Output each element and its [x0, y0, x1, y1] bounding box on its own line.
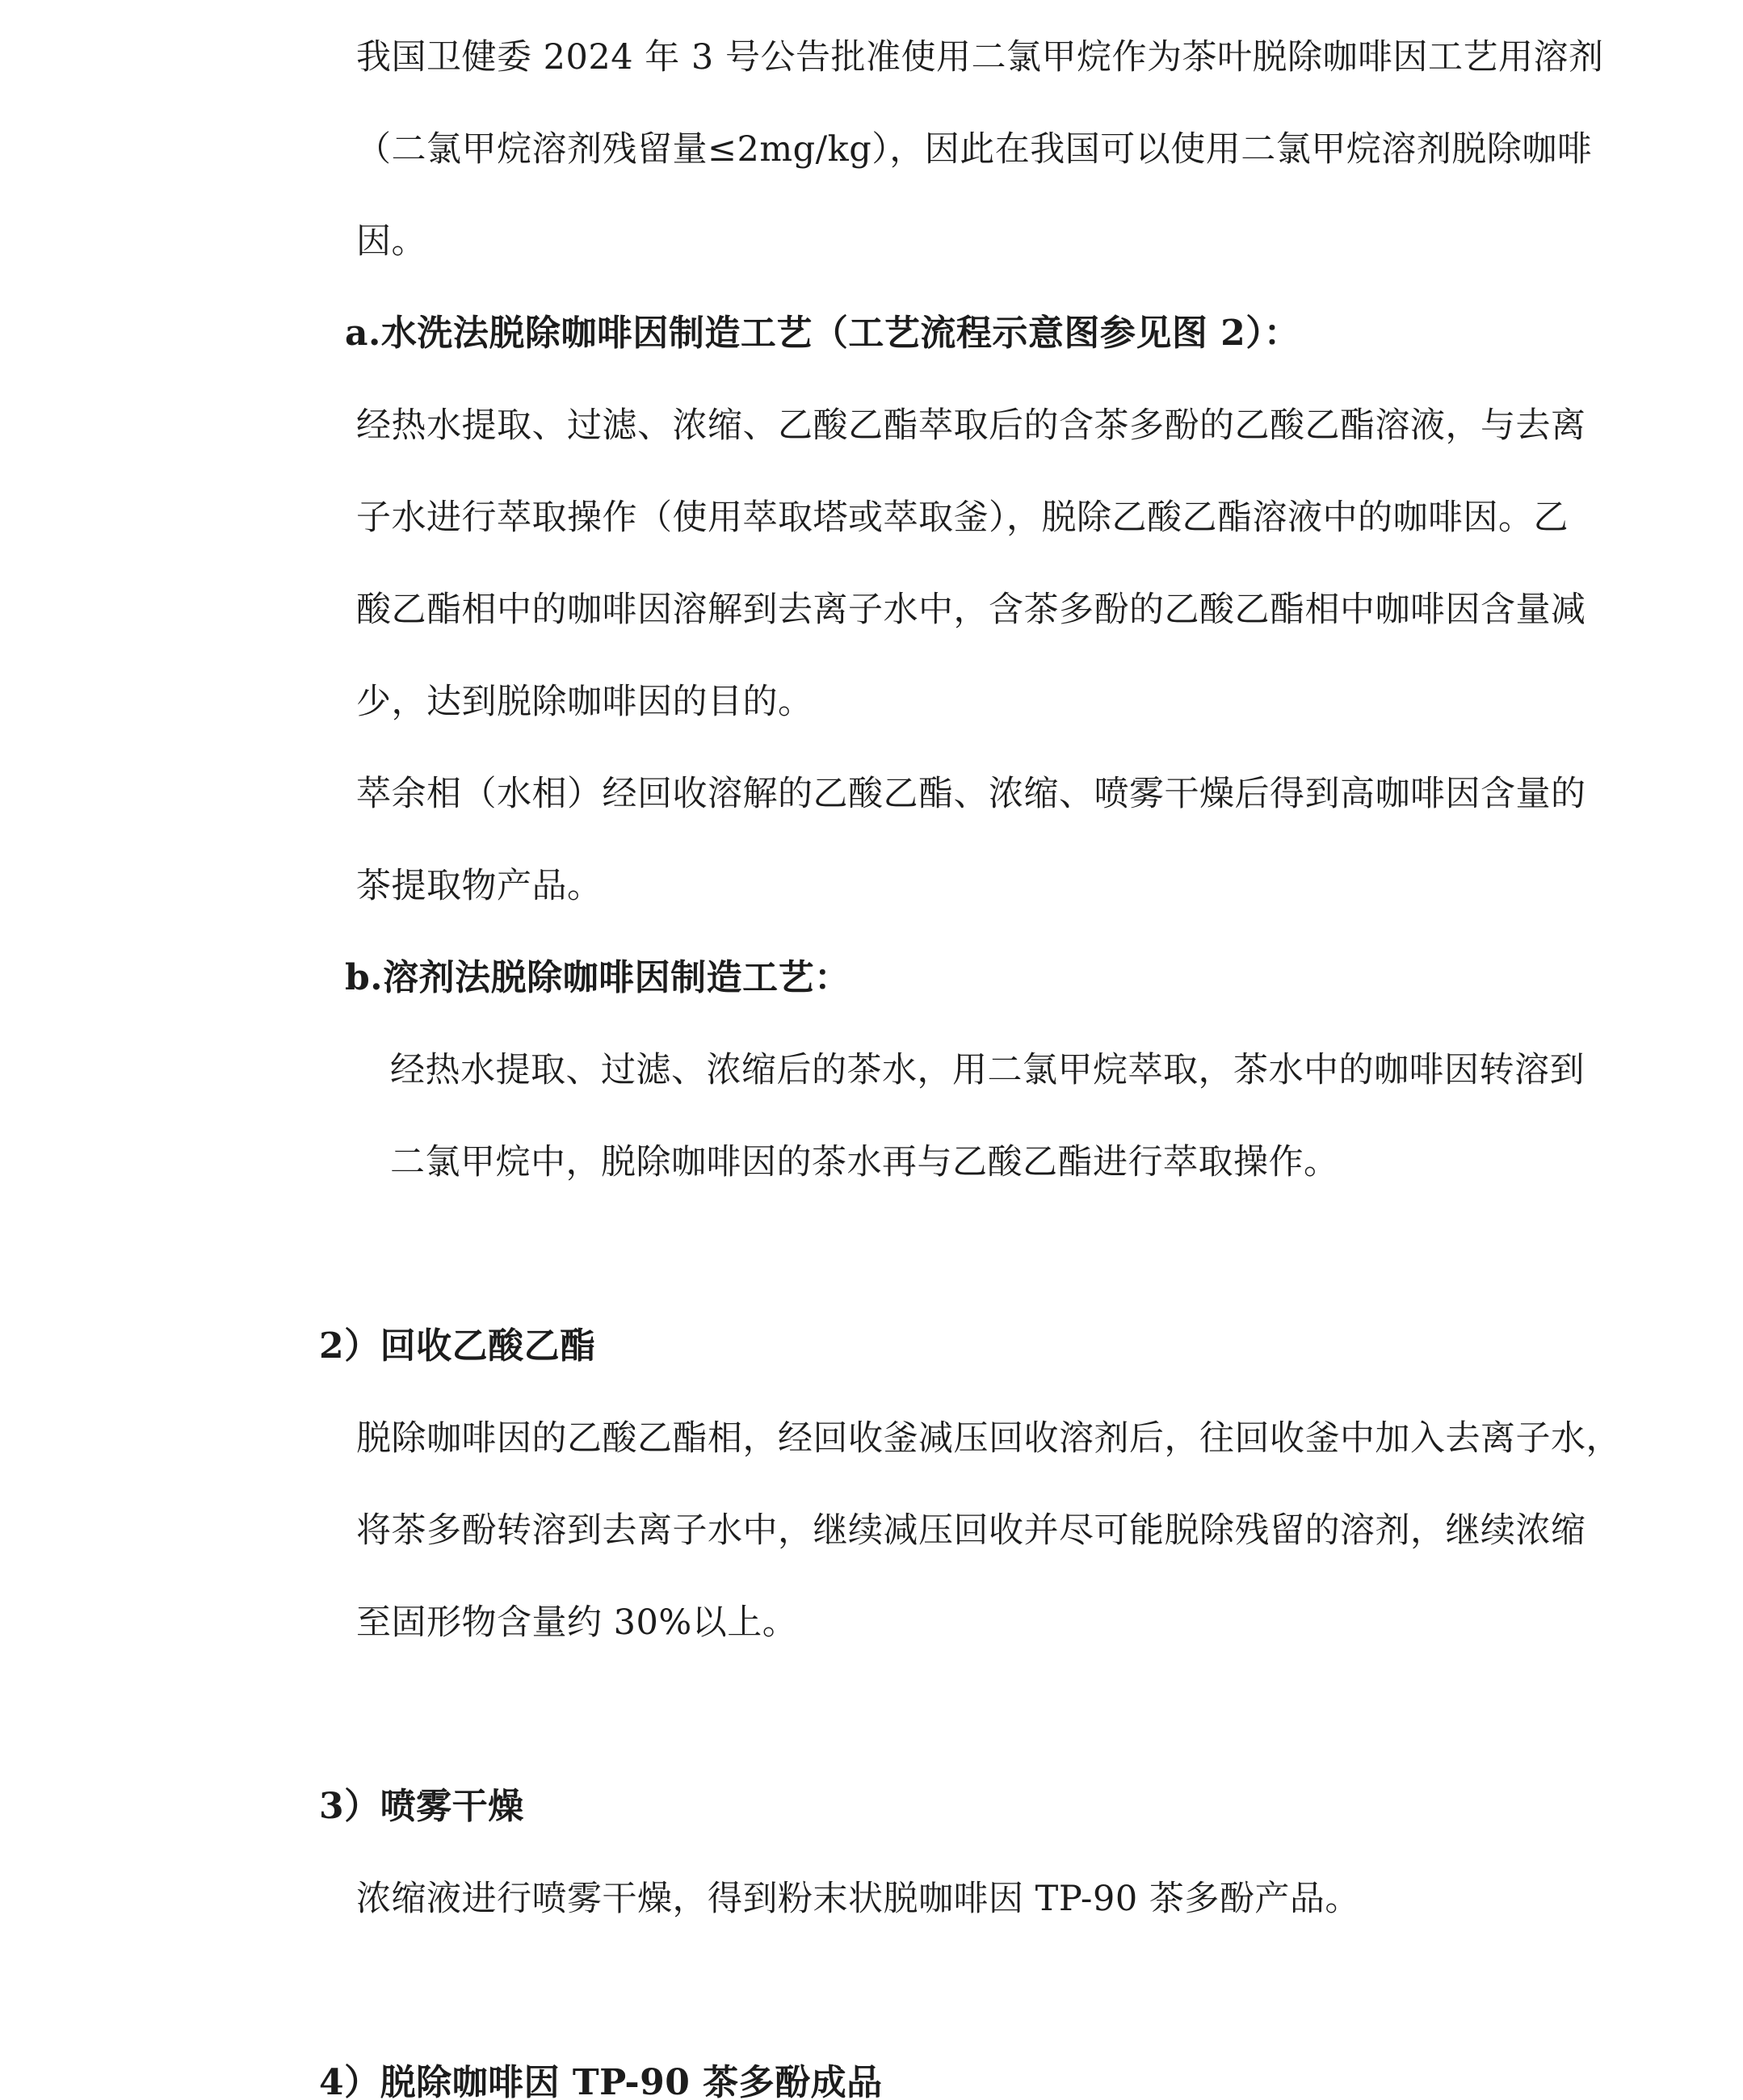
document-content: [319, 11, 1708, 2100]
section-heading-4: 4）脱除咖啡因 TP-90 茶多酚成品: [319, 2062, 883, 2100]
paragraph-line: （二氯甲烷溶剂残留量≤2mg/kg），因此在我国可以使用二氯甲烷溶剂脱除咖啡: [356, 129, 1593, 170]
section-heading-a: a.水洗法脱除咖啡因制造工艺（工艺流程示意图参见图 2）：: [345, 313, 1300, 354]
paragraph-line: 少，达到脱除咖啡因的目的。: [356, 682, 813, 722]
paragraph-line: 酸乙酯相中的咖啡因溶解到去离子水中，含茶多酚的乙酸乙酯相中咖啡因含量减: [356, 590, 1586, 630]
section-heading-2: 2）回收乙酸乙酯: [319, 1325, 596, 1367]
section-heading-b: b.溶剂法脱除咖啡因制造工艺：: [345, 957, 850, 998]
paragraph-line: 子水进行萃取操作（使用萃取塔或萃取釜），脱除乙酸乙酯溶液中的咖啡因。乙: [356, 498, 1569, 538]
paragraph-line: 经热水提取、过滤、浓缩、乙酸乙酯萃取后的含茶多酚的乙酸乙酯溶液，与去离: [356, 405, 1586, 446]
paragraph-line: 脱除咖啡因的乙酸乙酯相，经回收釜减压回收溶剂后，往回收釜中加入去离子水，: [356, 1418, 1621, 1459]
paragraph-line: 至固形物含量约 30%以上。: [356, 1602, 798, 1643]
paragraph-line: 将茶多酚转溶到去离子水中，继续减压回收并尽可能脱除残留的溶剂，继续浓缩: [356, 1510, 1586, 1551]
paragraph-line: 经热水提取、过滤、浓缩后的茶水，用二氯甲烷萃取，茶水中的咖啡因转溶到: [390, 1050, 1585, 1090]
paragraph-line: 二氯甲烷中，脱除咖啡因的茶水再与乙酸乙酯进行萃取操作。: [390, 1142, 1339, 1182]
paragraph-line: 萃余相（水相）经回收溶解的乙酸乙酯、浓缩、喷雾干燥后得到高咖啡因含量的: [356, 774, 1586, 814]
paragraph-line: 浓缩液进行喷雾干燥，得到粉末状脱咖啡因 TP-90 茶多酚产品。: [356, 1879, 1360, 1919]
paragraph-line: 因。: [356, 221, 426, 262]
paragraph-line: 茶提取物产品。: [356, 866, 603, 906]
section-heading-3: 3）喷雾干燥: [319, 1786, 524, 1827]
paragraph-line: 我国卫健委 2024 年 3 号公告批准使用二氯甲烷作为茶叶脱除咖啡因工艺用溶剂: [356, 37, 1604, 78]
